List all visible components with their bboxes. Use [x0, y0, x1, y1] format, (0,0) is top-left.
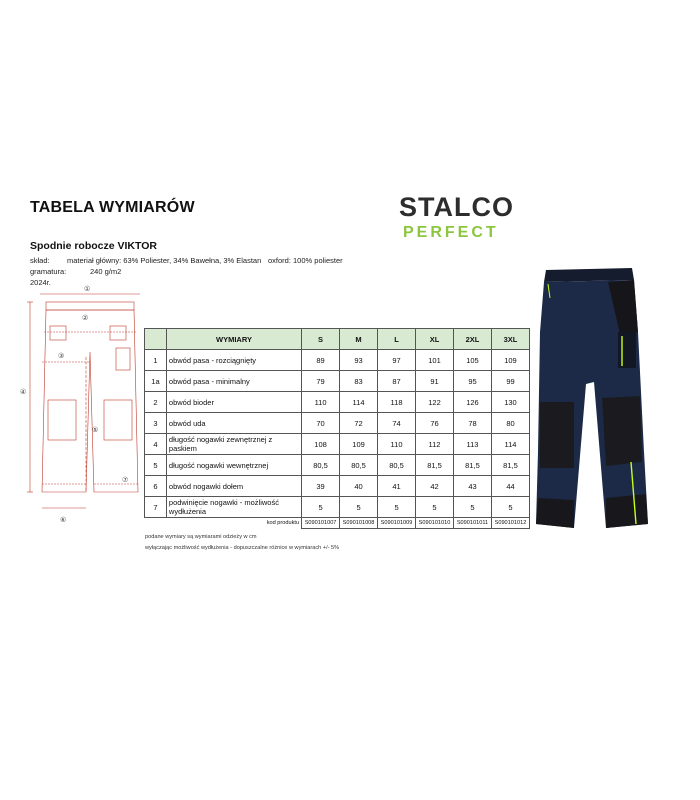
- product-name: Spodnie robocze VIKTOR: [30, 240, 157, 252]
- row-num: 3: [145, 413, 167, 434]
- cell: 97: [378, 350, 416, 371]
- row-num: 6: [145, 476, 167, 497]
- cell: 93: [340, 350, 378, 371]
- diagram-marker-4: ④: [20, 388, 27, 396]
- cell: 83: [340, 371, 378, 392]
- row-num: 5: [145, 455, 167, 476]
- cell: 43: [454, 476, 492, 497]
- cell: 5: [416, 497, 454, 518]
- product-code: S090101008: [340, 518, 378, 529]
- cell: 44: [491, 476, 529, 497]
- cell: 89: [302, 350, 340, 371]
- cell: 118: [378, 392, 416, 413]
- oxford-value: oxford: 100% poliester: [268, 256, 343, 265]
- cell: 72: [340, 413, 378, 434]
- composition-label: skład:: [30, 256, 50, 265]
- cell: 70: [302, 413, 340, 434]
- composition-value: materiał główny: 63% Poliester, 34% Bawełna, 3% Elastan: [67, 256, 262, 265]
- product-code: S090101009: [378, 518, 416, 529]
- product-code: S090101010: [416, 518, 454, 529]
- diagram-marker-5: ⑤: [92, 426, 99, 434]
- cell: 112: [416, 434, 454, 455]
- table-row: [145, 476, 530, 497]
- product-code-label: kod produktu: [166, 518, 301, 529]
- page-title: TABELA WYMIARÓW: [30, 199, 195, 216]
- row-desc: obwód pasa - rozciągnięty: [166, 350, 301, 371]
- cell: 99: [491, 371, 529, 392]
- row-desc: obwód nogawki dołem: [166, 476, 301, 497]
- diagram-marker-7: ⑦: [122, 476, 129, 484]
- cell: 113: [454, 434, 492, 455]
- cell: 79: [302, 371, 340, 392]
- code-spacer: [145, 518, 167, 529]
- diagram-marker-6: ⑥: [60, 516, 67, 524]
- cell: 87: [378, 371, 416, 392]
- table-row: [145, 434, 530, 455]
- cell: 108: [302, 434, 340, 455]
- size-table: [144, 328, 530, 529]
- cell: 80,5: [302, 455, 340, 476]
- row-num: 1: [145, 350, 167, 371]
- cell: 5: [454, 497, 492, 518]
- cell: 109: [340, 434, 378, 455]
- trousers-product-photo: [528, 262, 653, 537]
- diagram-marker-2: ②: [82, 314, 89, 322]
- row-num: 1a: [145, 371, 167, 392]
- cell: 91: [416, 371, 454, 392]
- header-size-m: M: [340, 329, 378, 350]
- cell: 39: [302, 476, 340, 497]
- cell: 95: [454, 371, 492, 392]
- cell: 110: [378, 434, 416, 455]
- header-size-l: L: [378, 329, 416, 350]
- row-desc: długość nogawki zewnętrznej z paskiem: [166, 434, 301, 455]
- cell: 74: [378, 413, 416, 434]
- cell: 126: [454, 392, 492, 413]
- row-num: 2: [145, 392, 167, 413]
- row-desc: długość nogawki wewnętrznej: [166, 455, 301, 476]
- gramatura-label: gramatura:: [30, 267, 67, 276]
- cell: 105: [454, 350, 492, 371]
- header-size-3xl: 3XL: [491, 329, 529, 350]
- table-row: [145, 371, 530, 392]
- cell: 81,5: [491, 455, 529, 476]
- note-tolerance: wyłączając możliwość wydłużenia - dopuszczalne różnice w wymiarach +/- 5%: [145, 545, 340, 551]
- cell: 80: [491, 413, 529, 434]
- row-desc: podwinięcie nogawki - możliwość wydłużenia: [166, 497, 301, 518]
- table-row: [145, 497, 530, 518]
- cell: 130: [491, 392, 529, 413]
- cell: 110: [302, 392, 340, 413]
- cell: 41: [378, 476, 416, 497]
- diagram-marker-3: ③: [58, 352, 65, 360]
- note-units: podane wymiary są wymiarami odzieży w cm: [145, 534, 257, 540]
- row-num: 7: [145, 497, 167, 518]
- header-size-s: S: [302, 329, 340, 350]
- header-wymiary: WYMIARY: [166, 329, 301, 350]
- gramatura-line: [30, 267, 122, 276]
- cell: 5: [340, 497, 378, 518]
- composition-line: [30, 256, 343, 265]
- cell: 114: [340, 392, 378, 413]
- cell: 76: [416, 413, 454, 434]
- cell: 101: [416, 350, 454, 371]
- table-row: [145, 455, 530, 476]
- cell: 5: [491, 497, 529, 518]
- cell: 42: [416, 476, 454, 497]
- trousers-technical-diagram: [20, 282, 150, 574]
- gramatura-value: 240 g/m2: [90, 267, 122, 276]
- cell: 122: [416, 392, 454, 413]
- table-row: [145, 413, 530, 434]
- table-header-row: [145, 329, 530, 350]
- product-code: S090101012: [491, 518, 529, 529]
- cell: 81,5: [416, 455, 454, 476]
- cell: 109: [491, 350, 529, 371]
- brand-sub: PERFECT: [403, 224, 499, 241]
- row-desc: obwód bioder: [166, 392, 301, 413]
- product-code-row: [145, 518, 530, 529]
- table-row: [145, 350, 530, 371]
- diagram-marker-1: ①: [84, 285, 91, 293]
- row-num: 4: [145, 434, 167, 455]
- header-size-xl: XL: [416, 329, 454, 350]
- cell: 80,5: [378, 455, 416, 476]
- table-row: [145, 392, 530, 413]
- header-num: [145, 329, 167, 350]
- cell: 78: [454, 413, 492, 434]
- year-label: 2024r.: [30, 278, 51, 287]
- row-desc: obwód pasa - minimalny: [166, 371, 301, 392]
- product-code: S090101011: [454, 518, 492, 529]
- cell: 5: [378, 497, 416, 518]
- cell: 114: [491, 434, 529, 455]
- row-desc: obwód uda: [166, 413, 301, 434]
- cell: 81,5: [454, 455, 492, 476]
- brand-name: STALCO: [399, 192, 514, 222]
- cell: 40: [340, 476, 378, 497]
- product-code: S090101007: [302, 518, 340, 529]
- header-size-2xl: 2XL: [454, 329, 492, 350]
- cell: 5: [302, 497, 340, 518]
- cell: 80,5: [340, 455, 378, 476]
